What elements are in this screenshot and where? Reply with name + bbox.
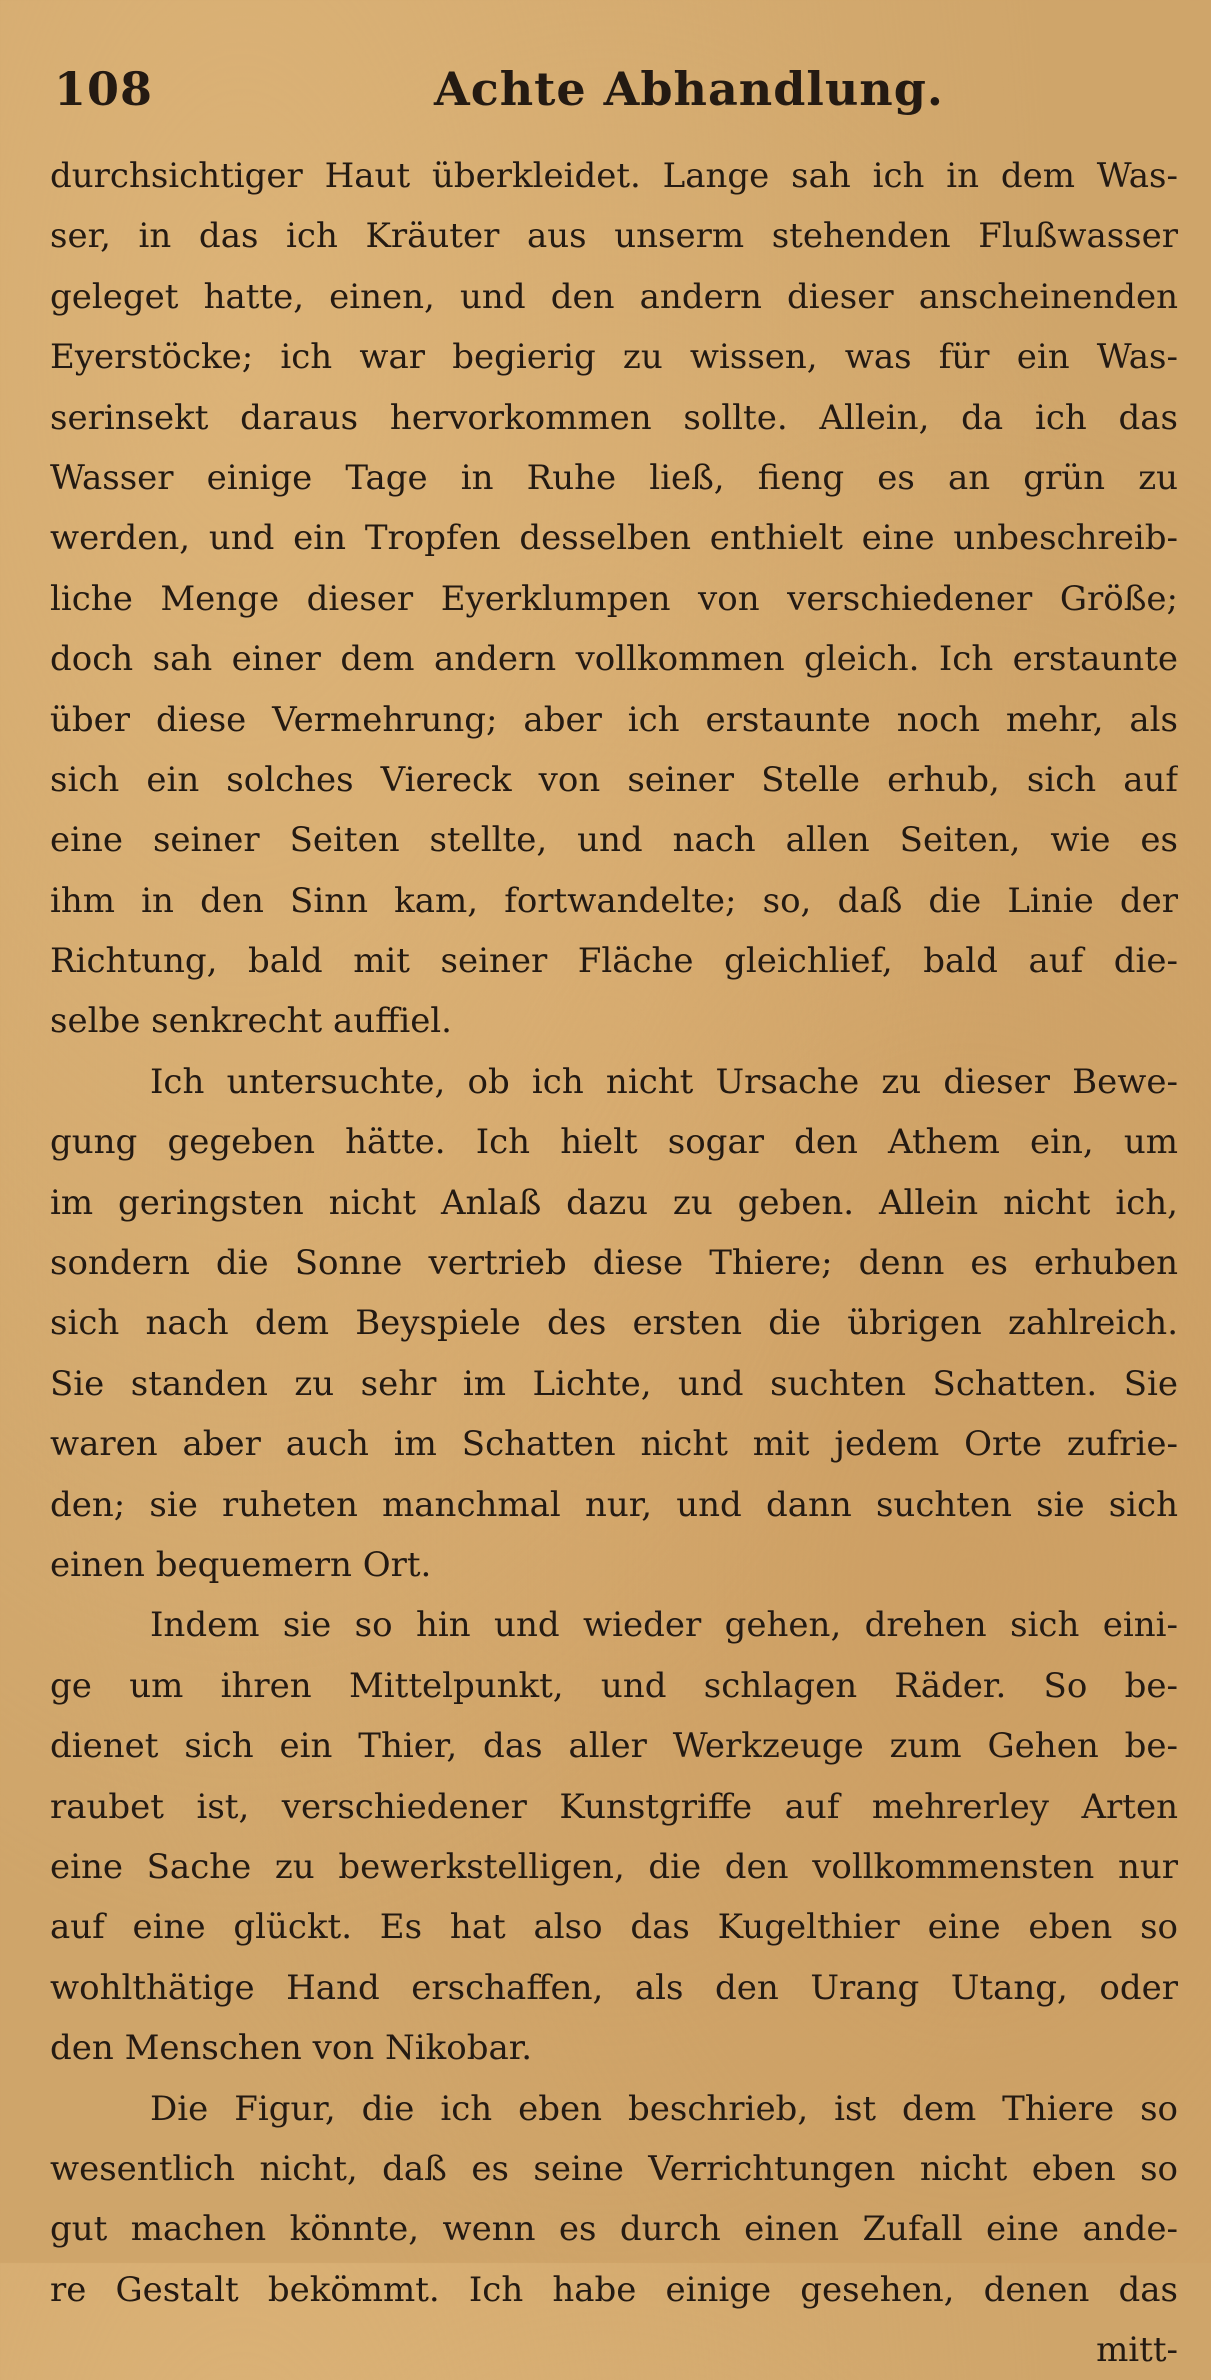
paragraph-end-line: selbe senkrecht auffiel. (50, 1001, 452, 1042)
paragraph-start-line: Indem sie so hin und wieder gehen, drehen sich eini- (150, 1605, 1178, 1646)
page-header (54, 62, 1194, 132)
text-line: wohlthätige Hand erschaffen, als den Urang Utang, oder (50, 1967, 1178, 2008)
catchword: mitt- (1096, 2330, 1178, 2371)
text-line: im geringsten nicht Anlaß dazu zu geben. Allein nicht ich, (50, 1182, 1178, 1223)
paragraph-start-line: Die Figur, die ich eben beschrieb, ist dem Thiere so (150, 2088, 1178, 2129)
body-text (50, 146, 1178, 2380)
paragraph-end-line: den Menschen von Nikobar. (50, 2028, 533, 2069)
text-line: eine Sache zu bewerkstelligen, die den vollkommensten nur (50, 1846, 1178, 1887)
text-line: dienet sich ein Thier, das aller Werkzeuge zum Gehen be- (50, 1726, 1178, 1767)
text-line: Richtung, bald mit seiner Fläche gleichlief, bald auf die- (50, 941, 1178, 982)
text-line: werden, und ein Tropfen desselben enthielt eine unbeschreib- (50, 518, 1178, 559)
text-line: gung gegeben hätte. Ich hielt sogar den Athem ein, um (50, 1122, 1178, 1163)
text-line: raubet ist, verschiedener Kunstgriffe auf mehrerley Arten (50, 1786, 1178, 1827)
text-line: geleget hatte, einen, und den andern dieser anscheinenden (50, 276, 1178, 317)
text-line: auf eine glückt. Es hat also das Kugelthier eine eben so (50, 1907, 1178, 1948)
text-line: Eyerstöcke; ich war begierig zu wissen, was für ein Was- (50, 337, 1178, 378)
text-line: den; sie ruheten manchmal nur, und dann suchten sie sich (50, 1484, 1178, 1525)
text-line: liche Menge dieser Eyerklumpen von verschiedener Größe; (50, 578, 1178, 619)
text-line: über diese Vermehrung; aber ich erstaunte noch mehr, als (50, 699, 1178, 740)
text-line: re Gestalt bekömmt. Ich habe einige gesehen, denen das (50, 2269, 1178, 2310)
text-line: ser, in das ich Kräuter aus unserm stehenden Flußwasser (50, 216, 1178, 257)
text-line: doch sah einer dem andern vollkommen gleich. Ich erstaunte (50, 639, 1178, 680)
text-line: sich ein solches Viereck von seiner Stelle erhub, sich auf (50, 759, 1178, 800)
text-line: sich nach dem Beyspiele des ersten die übrigen zahlreich. (50, 1303, 1178, 1344)
text-line: Wasser einige Tage in Ruhe ließ, fieng es an grün zu (50, 457, 1178, 498)
text-line: gut machen könnte, wenn es durch einen Zufall eine ande- (50, 2209, 1178, 2250)
text-line: serinsekt daraus hervorkommen sollte. Allein, da ich das (50, 397, 1178, 438)
running-head: Achte Abhandlung. (434, 62, 944, 116)
text-line: wesentlich nicht, daß es seine Verrichtungen nicht eben so (50, 2148, 1178, 2189)
paragraph-start-line: Ich untersuchte, ob ich nicht Ursache zu dieser Bewe- (150, 1061, 1178, 1102)
paragraph-end-line: einen bequemern Ort. (50, 1544, 432, 1585)
text-line: ihm in den Sinn kam, fortwandelte; so, daß die Linie der (50, 880, 1178, 921)
page-number: 108 (54, 62, 154, 116)
text-line: ge um ihren Mittelpunkt, und schlagen Räder. So be- (50, 1665, 1178, 1706)
text-line: eine seiner Seiten stellte, und nach allen Seiten, wie es (50, 820, 1178, 861)
text-line: durchsichtiger Haut überkleidet. Lange sah ich in dem Was- (50, 156, 1178, 196)
text-line: waren aber auch im Schatten nicht mit jedem Orte zufrie- (50, 1424, 1178, 1465)
text-line: sondern die Sonne vertrieb diese Thiere; denn es erhuben (50, 1243, 1178, 1284)
text-line: Sie standen zu sehr im Lichte, und suchten Schatten. Sie (50, 1363, 1178, 1404)
